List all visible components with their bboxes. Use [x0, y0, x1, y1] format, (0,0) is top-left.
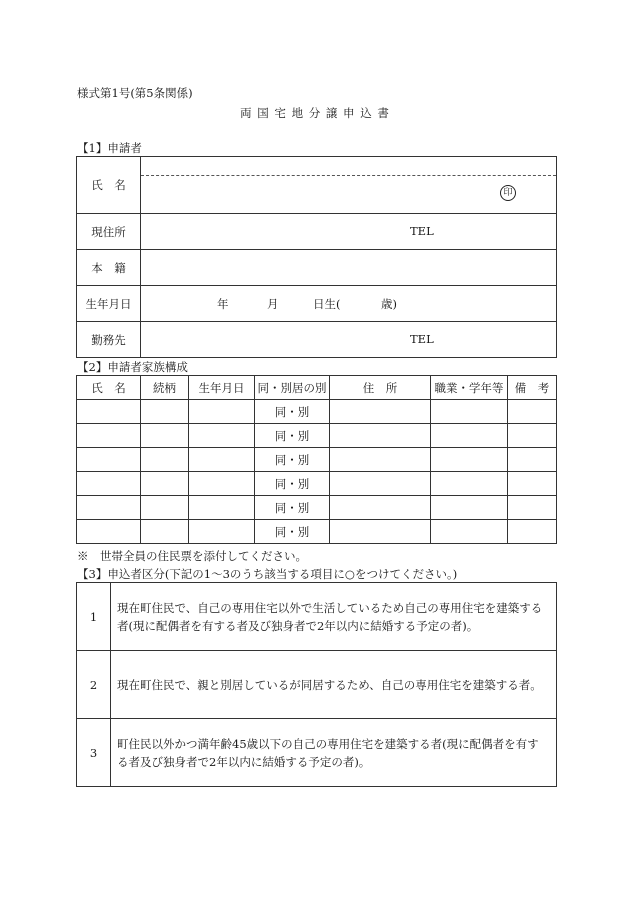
dob-field[interactable]	[141, 286, 557, 322]
family-cell[interactable]	[77, 496, 141, 520]
section3-heading: 【3】申込者区分(下記の1～3のうち該当する項目に○をつけてください。)	[77, 567, 458, 581]
family-cell[interactable]	[77, 400, 141, 424]
dob-age-label: 歳)	[381, 297, 397, 311]
family-cell[interactable]	[508, 448, 557, 472]
family-cell[interactable]	[189, 520, 255, 544]
furigana-divider	[141, 175, 556, 176]
family-cell[interactable]	[508, 472, 557, 496]
family-cell[interactable]	[508, 496, 557, 520]
address-field[interactable]	[141, 214, 557, 250]
category-row[interactable]	[77, 651, 557, 719]
category-table	[76, 582, 557, 787]
family-cell[interactable]	[189, 448, 255, 472]
applicant-table	[76, 156, 557, 358]
section2-heading: 【2】申請者家族構成	[77, 360, 188, 374]
family-cell[interactable]	[189, 496, 255, 520]
family-cell[interactable]	[330, 448, 431, 472]
family-col-address: 住 所	[330, 376, 431, 400]
family-cell[interactable]	[77, 424, 141, 448]
family-cell[interactable]	[141, 400, 189, 424]
family-col-name: 氏 名	[77, 376, 141, 400]
family-cell[interactable]	[141, 424, 189, 448]
domicile-field[interactable]	[141, 250, 557, 286]
family-cohabit-cell[interactable]: 同・別	[255, 520, 330, 544]
family-cohabit-cell[interactable]: 同・別	[255, 496, 330, 520]
name-label: 氏 名	[77, 157, 141, 214]
address-tel-label: TEL	[410, 224, 434, 238]
dob-label: 生年月日	[77, 286, 141, 322]
family-cohabit-cell[interactable]: 同・別	[255, 424, 330, 448]
form-number: 様式第1号(第5条関係)	[77, 86, 193, 100]
family-cell[interactable]	[189, 424, 255, 448]
family-cell[interactable]	[77, 448, 141, 472]
family-cell[interactable]	[431, 448, 508, 472]
table-row	[77, 520, 557, 544]
category-text: 現在町住民で、自己の専用住宅以外で生活しているため自己の専用住宅を建築する者(現に配偶者を有する者及び独身者で2年以内に結婚する予定の者)。	[111, 583, 557, 651]
table-row	[77, 496, 557, 520]
family-cell[interactable]	[508, 424, 557, 448]
table-row	[77, 424, 557, 448]
family-cell[interactable]	[508, 400, 557, 424]
work-label: 勤務先	[77, 322, 141, 358]
residence-cert-note: ※ 世帯全員の住民票を添付してください。	[77, 549, 307, 563]
category-row[interactable]	[77, 719, 557, 787]
family-cohabit-cell[interactable]: 同・別	[255, 472, 330, 496]
family-cell[interactable]	[431, 400, 508, 424]
family-cell[interactable]	[431, 424, 508, 448]
work-tel-label: TEL	[410, 332, 434, 346]
family-cell[interactable]	[330, 472, 431, 496]
family-cell[interactable]	[141, 520, 189, 544]
family-cell[interactable]	[141, 472, 189, 496]
family-cell[interactable]	[189, 472, 255, 496]
name-field[interactable]	[141, 157, 557, 214]
family-cell[interactable]	[141, 496, 189, 520]
family-cell[interactable]	[330, 520, 431, 544]
category-number: 3	[77, 719, 111, 787]
category-text: 町住民以外かつ満年齢45歳以下の自己の専用住宅を建築する者(現に配偶者を有する者及び独身者で2年以内に結婚する予定の者)。	[111, 719, 557, 787]
family-cell[interactable]	[330, 496, 431, 520]
family-col-occupation: 職業・学年等	[431, 376, 508, 400]
family-col-relation: 続柄	[141, 376, 189, 400]
dob-year-label: 年	[217, 297, 229, 311]
category-number: 2	[77, 651, 111, 719]
table-row	[77, 448, 557, 472]
family-cell[interactable]	[431, 520, 508, 544]
family-table	[76, 375, 557, 544]
family-cohabit-cell[interactable]: 同・別	[255, 400, 330, 424]
family-cohabit-cell[interactable]: 同・別	[255, 448, 330, 472]
family-cell[interactable]	[77, 472, 141, 496]
family-cell[interactable]	[330, 400, 431, 424]
family-cell[interactable]	[431, 496, 508, 520]
family-col-remarks: 備 考	[508, 376, 557, 400]
seal-icon: 印	[500, 185, 516, 201]
dob-day-label: 日生(	[313, 297, 341, 311]
dob-month-label: 月	[267, 297, 279, 311]
form-title: 両 国 宅 地 分 譲 申 込 書	[240, 106, 390, 120]
address-label: 現住所	[77, 214, 141, 250]
work-field[interactable]	[141, 322, 557, 358]
section1-heading: 【1】申請者	[77, 141, 142, 155]
family-cell[interactable]	[189, 400, 255, 424]
table-row	[77, 400, 557, 424]
family-cell[interactable]	[431, 472, 508, 496]
domicile-label: 本 籍	[77, 250, 141, 286]
family-cell[interactable]	[330, 424, 431, 448]
family-cell[interactable]	[508, 520, 557, 544]
family-cell[interactable]	[77, 520, 141, 544]
category-number: 1	[77, 583, 111, 651]
family-cell[interactable]	[141, 448, 189, 472]
category-text: 現在町住民で、親と別居しているが同居するため、自己の専用住宅を建築する者。	[111, 651, 557, 719]
table-row	[77, 472, 557, 496]
family-col-dob: 生年月日	[189, 376, 255, 400]
category-row[interactable]	[77, 583, 557, 651]
family-col-cohabit: 同・別居の別	[255, 376, 330, 400]
